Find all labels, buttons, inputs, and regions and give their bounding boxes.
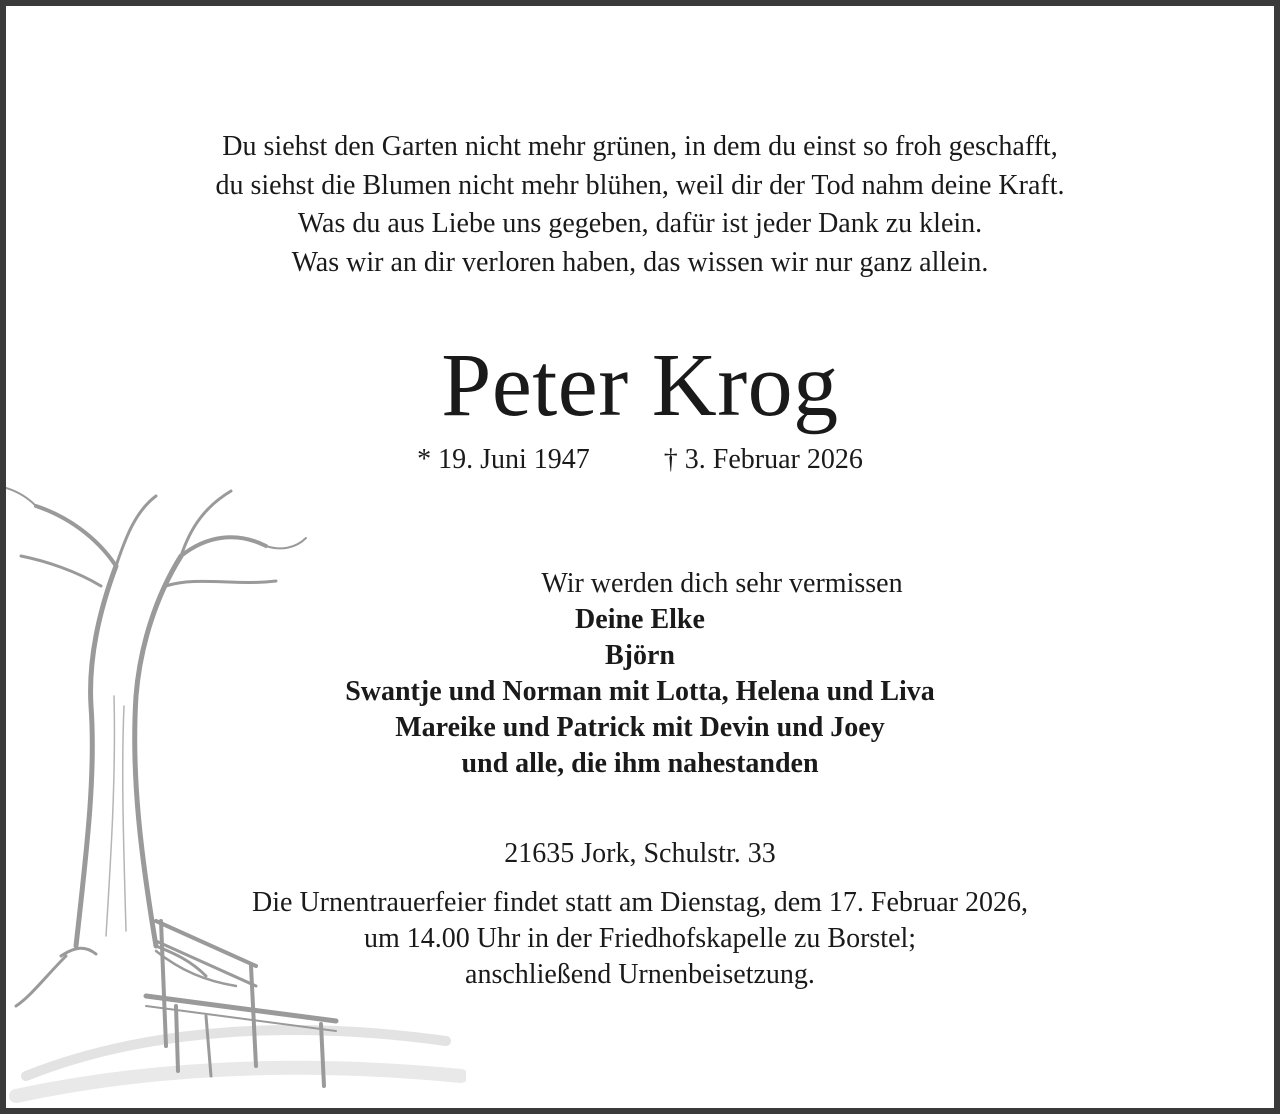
poem-line: Was wir an dir verloren haben, das wissen wir nur ganz allein. xyxy=(291,246,989,278)
poem-line: Was du aus Liebe uns gegeben, dafür ist jeder Dank zu klein. xyxy=(297,208,983,239)
mourner-line: Swantje und Norman mit Lotta, Helena und Liva xyxy=(345,676,935,707)
mourner-line: Deine Elke xyxy=(575,604,705,635)
poem-line: Du siehst den Garten nicht mehr grünen, in dem du einst so froh geschafft, xyxy=(222,131,1058,162)
family-address: 21635 Jork, Schulstr. 33 xyxy=(504,838,776,869)
deceased-name: Peter Krog xyxy=(441,336,839,435)
mourner-line: Mareike und Patrick mit Devin und Joey xyxy=(395,712,885,743)
obituary-notice xyxy=(6,6,1274,1108)
poem-line: du siehst die Blumen nicht mehr blühen, weil dir der Tod nahm deine Kraft. xyxy=(215,169,1065,201)
birth-date: * 19. Juni 1947 xyxy=(417,444,590,475)
mourner-line: und alle, die ihm nahestanden xyxy=(461,748,819,779)
life-dates xyxy=(6,442,1274,478)
poem xyxy=(6,128,1274,282)
mourner-line: Björn xyxy=(605,640,675,671)
ceremony-line: anschließend Urnenbeisetzung. xyxy=(465,959,815,990)
ceremony-info xyxy=(6,885,1274,993)
ceremony-line: um 14.00 Uhr in der Friedhofskapelle zu Borstel; xyxy=(363,923,917,954)
ceremony-line: Die Urnentrauerfeier findet statt am Dienstag, dem 17. Februar 2026, xyxy=(252,887,1028,918)
death-date: † 3. Februar 2026 xyxy=(663,444,863,475)
signoff-intro: Wir werden dich sehr vermissen xyxy=(541,568,903,599)
mourners-signoff xyxy=(6,566,1274,782)
